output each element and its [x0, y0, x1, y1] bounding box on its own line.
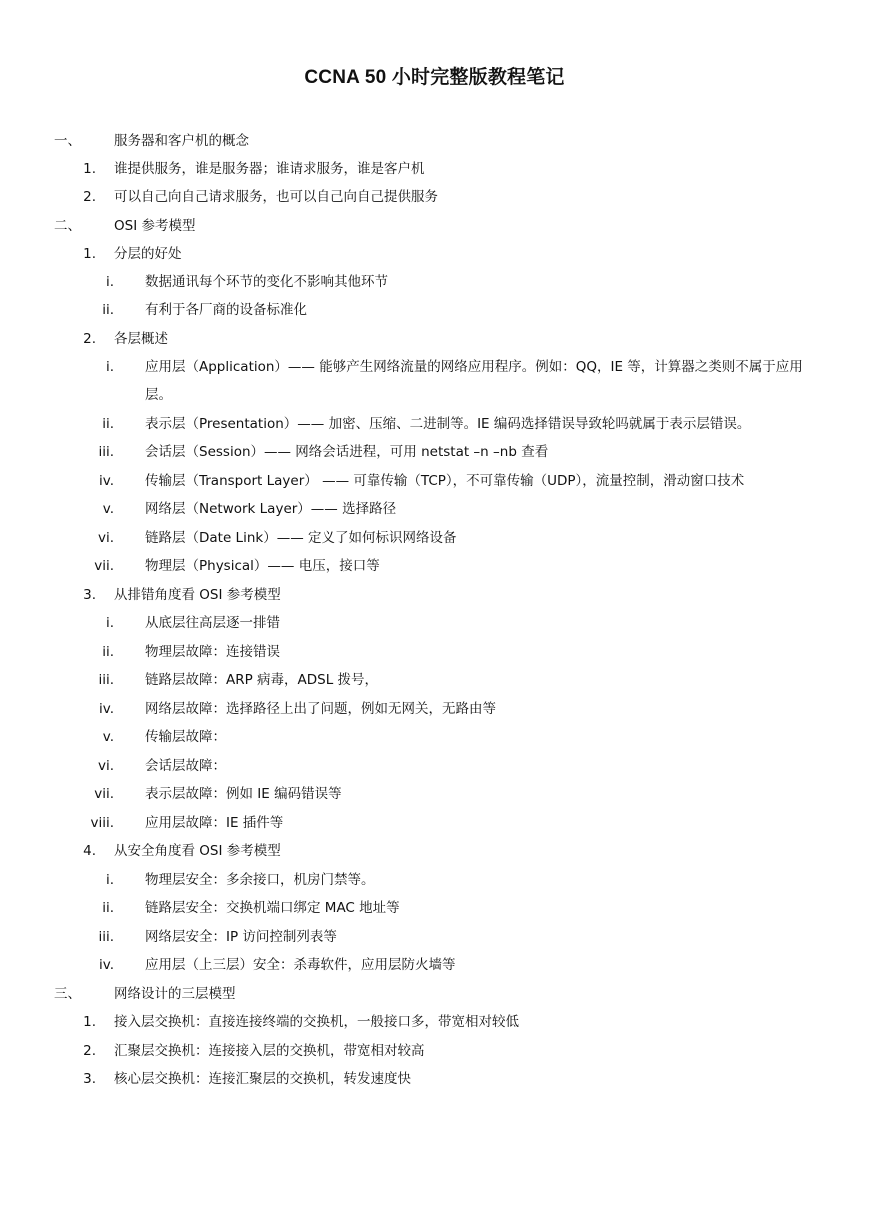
sub-item-text: 有利于各厂商的设备标准化	[145, 302, 307, 318]
sub-item-number: ii.	[102, 302, 114, 318]
item-number: 1.	[83, 161, 96, 177]
list-item	[0, 1037, 869, 1065]
sub-item-number: iv.	[99, 957, 114, 973]
sub-item-text: 表示层故障：例如 IE 编码错误等	[145, 786, 342, 802]
sub-item-number: ii.	[102, 644, 114, 660]
item-text: 从安全角度看 OSI 参考模型	[114, 843, 281, 859]
item-number: 2.	[83, 1043, 96, 1059]
sub-list-item	[0, 552, 869, 580]
sub-item-number: i.	[105, 274, 114, 290]
sub-item-text: 链路层（Date Link）—— 定义了如何标识网络设备	[145, 530, 457, 546]
sub-item-text: 物理层（Physical）—— 电压，接口等	[145, 558, 380, 574]
section-heading	[0, 980, 869, 1008]
sub-item-text: 链路层安全：交换机端口绑定 MAC 地址等	[145, 900, 400, 916]
sub-item-text: 会话层故障：	[145, 758, 226, 774]
item-text: 接入层交换机：直接连接终端的交换机，一般接口多，带宽相对较低	[114, 1014, 519, 1030]
sub-list-item	[0, 268, 869, 296]
sub-item-text: 网络层故障：选择路径上出了问题，例如无网关，无路由等	[145, 701, 496, 717]
list-item	[0, 183, 869, 211]
sub-item-number: iii.	[98, 929, 114, 945]
sub-list-item	[0, 780, 869, 808]
item-number: 2.	[83, 331, 96, 347]
sub-item-text: 传输层（Transport Layer） —— 可靠传输（TCP），不可靠传输（UDP），流量控制，滑动窗口技术	[145, 473, 745, 489]
sub-item-number: vi.	[97, 530, 114, 546]
sub-item-text: 网络层安全：IP 访问控制列表等	[145, 929, 337, 945]
sub-list-item	[0, 353, 869, 409]
item-text: 从排错角度看 OSI 参考模型	[114, 587, 281, 603]
sub-item-text: 应用层故障：IE 插件等	[145, 815, 284, 831]
sub-item-text: 网络层（Network Layer）—— 选择路径	[145, 501, 397, 517]
sub-item-number: ii.	[102, 416, 114, 432]
list-item	[0, 325, 869, 353]
sub-list-item	[0, 666, 869, 694]
item-number: 1.	[83, 1014, 96, 1030]
item-text: 谁提供服务，谁是服务器；谁请求服务，谁是客户机	[114, 161, 425, 177]
section-title: OSI 参考模型	[114, 218, 196, 234]
sub-item-number: iii.	[98, 444, 114, 460]
list-item	[0, 1065, 869, 1093]
sub-list-item	[0, 752, 869, 780]
item-text: 可以自己向自己请求服务，也可以自己向自己提供服务	[114, 189, 438, 205]
list-item	[0, 155, 869, 183]
sub-item-text: 物理层安全：多余接口，机房门禁等。	[145, 872, 375, 888]
sub-item-text: 从底层往高层逐一排错	[145, 615, 280, 631]
sub-list-item	[0, 866, 869, 894]
sub-item-text: 链路层故障：ARP 病毒，ADSL 拨号，	[145, 672, 379, 688]
sub-item-number: v.	[102, 501, 114, 517]
sub-list-item	[0, 410, 869, 438]
sub-list-item	[0, 695, 869, 723]
item-number: 4.	[83, 843, 96, 859]
item-number: 2.	[83, 189, 96, 205]
item-text: 核心层交换机：连接汇聚层的交换机，转发速度快	[114, 1071, 411, 1087]
sub-list-item	[0, 894, 869, 922]
sub-item-number: vii.	[94, 558, 114, 574]
sub-item-number: vi.	[97, 758, 114, 774]
sub-item-number: i.	[105, 615, 114, 631]
sub-item-number: iii.	[98, 672, 114, 688]
section-title: 网络设计的三层模型	[114, 986, 236, 1002]
sub-list-item	[0, 467, 869, 495]
sub-item-text: 数据通讯每个环节的变化不影响其他环节	[145, 274, 388, 290]
item-text: 分层的好处	[114, 246, 182, 262]
sub-item-text: 会话层（Session）—— 网络会话进程，可用 netstat –n –nb 查看	[145, 444, 549, 460]
sub-list-item	[0, 495, 869, 523]
sub-list-item	[0, 723, 869, 751]
section-number: 一、	[54, 133, 81, 149]
sub-item-number: i.	[105, 359, 114, 375]
item-number: 1.	[83, 246, 96, 262]
sub-item-number: iv.	[99, 701, 114, 717]
item-number: 3.	[83, 587, 96, 603]
sub-item-number: viii.	[90, 815, 114, 831]
list-item	[0, 1008, 869, 1036]
sub-item-number: i.	[105, 872, 114, 888]
document-title: CCNA 50 小时完整版教程笔记	[304, 67, 565, 88]
sub-item-number: vii.	[94, 786, 114, 802]
sub-item-text: 物理层故障：连接错误	[145, 644, 280, 660]
sub-list-item	[0, 951, 869, 979]
item-text: 各层概述	[114, 331, 168, 347]
sub-list-item	[0, 524, 869, 552]
sub-list-item	[0, 923, 869, 951]
sub-item-text: 应用层（Application）—— 能够产生网络流量的网络应用程序。例如：QQ，IE 等，计算器之类则不属于应用层。	[145, 359, 803, 403]
list-item	[0, 837, 869, 865]
sub-item-text: 传输层故障：	[145, 729, 226, 745]
sub-list-item	[0, 638, 869, 666]
sub-item-number: v.	[102, 729, 114, 745]
section-title: 服务器和客户机的概念	[114, 133, 249, 149]
sub-list-item	[0, 438, 869, 466]
sub-list-item	[0, 296, 869, 324]
section-heading	[0, 212, 869, 240]
list-item	[0, 240, 869, 268]
sub-list-item	[0, 809, 869, 837]
section-number: 三、	[54, 986, 81, 1002]
item-number: 3.	[83, 1071, 96, 1087]
sub-list-item	[0, 609, 869, 637]
section-heading	[0, 127, 869, 155]
item-text: 汇聚层交换机：连接接入层的交换机，带宽相对较高	[114, 1043, 425, 1059]
sub-item-number: ii.	[102, 900, 114, 916]
sub-item-text: 应用层（上三层）安全：杀毒软件，应用层防火墙等	[145, 957, 456, 973]
sub-item-number: iv.	[99, 473, 114, 489]
list-item	[0, 581, 869, 609]
sub-item-text: 表示层（Presentation）—— 加密、压缩、二进制等。IE 编码选择错误导致轮吗就属于表示层错误。	[145, 416, 751, 432]
section-number: 二、	[54, 218, 81, 234]
